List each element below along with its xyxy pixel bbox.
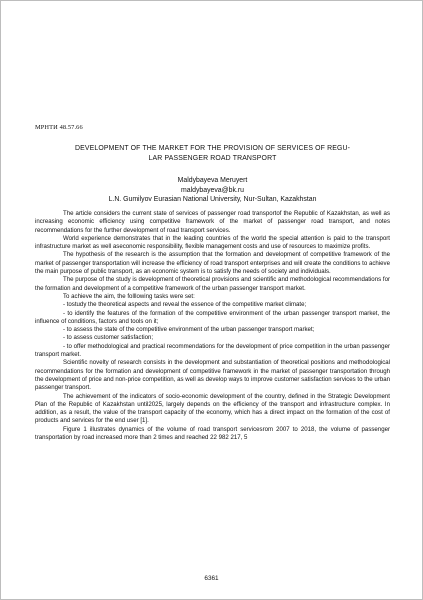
task-item: - tostudy the theoretical aspects and reveal the essence of the competitive market climate; xyxy=(63,301,307,309)
task-item: - to assess the state of the competitive environment of the urban passenger transport market; xyxy=(63,326,315,334)
body-paragraph: Figure 1 illustrates dynamics of the volume of road transport servicesrom 2007 to 2018, the volume of passenger transportation by road increased more than 2 times and reached 22 982 217, 5 xyxy=(35,425,390,442)
body-paragraph: The achievement of the indicators of socio-economic development of the country, defined in the Strategic Development Plan of the Republic of Kazakhstan until2025, largely depends on the efficiency of the transport and infrastructure complex. In addition, as a result, the value of the transport capacity of the economy, which has a direct impact on the formation of the cost of products and services for the end user [1]. xyxy=(35,392,390,425)
author-name: Maldybayeva Meruyert xyxy=(177,177,248,184)
body-paragraph: The article considers the current state of services of passenger road transportof the Republic of Kazakhstan, as well as increasing economic efficiency using competitive framework of the market of passenger road transport, and notes recommendations for the further development of road transport services. xyxy=(35,210,390,234)
article-title-line: LAR PASSENGER ROAD TRANSPORT xyxy=(148,155,277,162)
author-email: maldybayeva@bk.ru xyxy=(181,186,244,194)
task-item: - to assess customer satisfaction; xyxy=(63,334,154,342)
body-paragraph: To achieve the aim, the folllowing tasks were set: xyxy=(63,292,195,300)
article-body xyxy=(35,210,390,442)
classification-code: МРНТИ 48.57.66 xyxy=(35,124,83,131)
body-paragraph: The hypothesis of the research is the assumption that the formation and development of competitive framework of the market of passenger transportation will increase the efficiency of road transport enterprises and will create the conditions to achieve the main purpose of public transport, as an economic system is to satisfy the needs of society and individuals. xyxy=(35,251,390,276)
body-paragraph: The purpose of the study is development of theoretical provisions and scientific and methodological recommendations for the formation and development of a competitive framework of the urban passenger transport market. xyxy=(35,276,390,292)
author-affiliation: L.N. Gumilyov Eurasian National University, Nur-Sultan, Kazakhstan xyxy=(108,196,317,203)
page-number: 6361 xyxy=(204,575,219,582)
body-paragraph: World experience demonstrates that in the leading countries of the world the special attention is paid to the transport infrastructure market as well aseconomic responsibility, flexible management costs and use of resources to maximize profits. xyxy=(35,234,390,251)
task-item: - to identify the features of the formation of the competitive environment of the urban passenger transport market, the influence of conditions, factors and tools on it; xyxy=(35,309,390,325)
article-title xyxy=(35,144,390,164)
task-item: - to offer methodological and practical recommendations for the development of price competition in the urban passenger transport market. xyxy=(35,342,390,359)
author-block xyxy=(35,176,390,205)
article-title-line: DEVELOPMENT OF THE MARKET FOR THE PROVISION OF SERVICES OF REGU- xyxy=(74,145,351,152)
body-paragraph: Scientific novelty of research consists in the development and substantiation of theoretical positions and methodological recommendations for the formation and development of competitive framework in the market of passenger transportation through the development of price and non-price competition, as well as develop ways to improve customer satisfaction services to the urban passenger transport. xyxy=(35,359,390,392)
